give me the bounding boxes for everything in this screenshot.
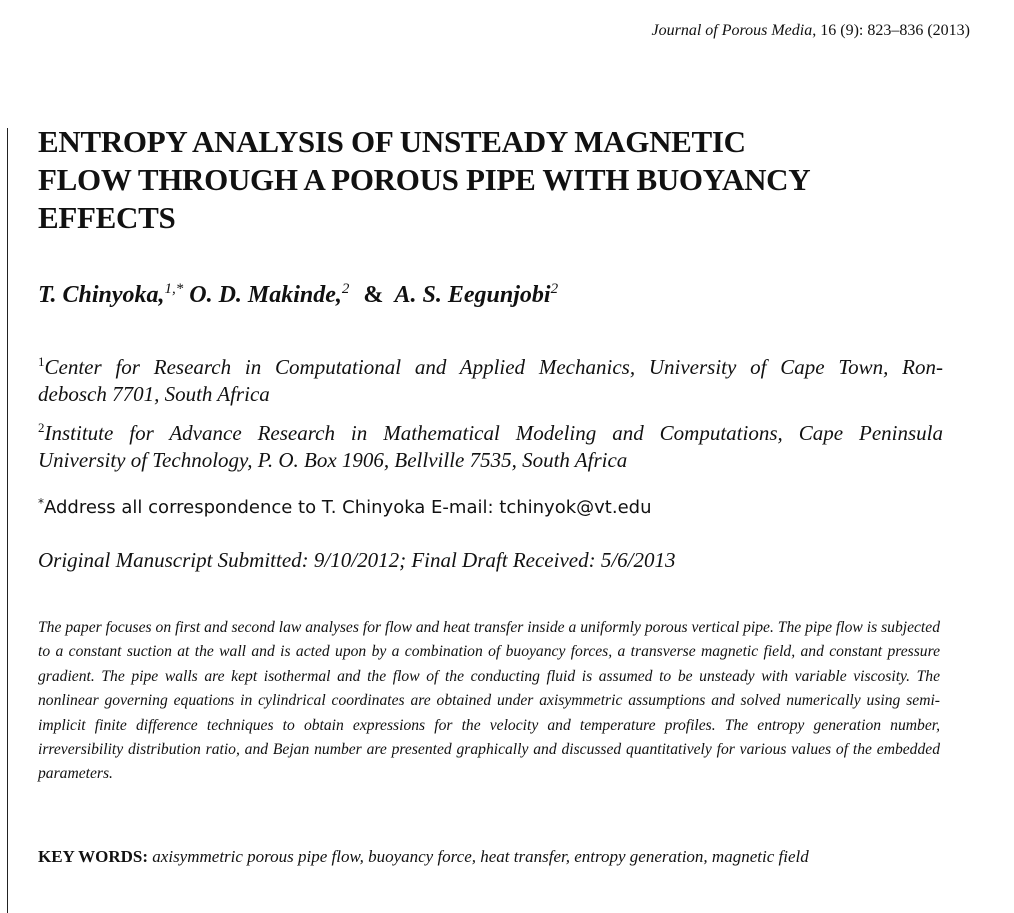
keywords-text: axisymmetric porous pipe flow, buoyancy force, heat transfer, entropy generation, magnetic field <box>152 847 809 866</box>
author-name: O. D. Makinde, <box>189 282 342 308</box>
journal-volume-pages: , 16 (9): 823–836 (2013) <box>812 22 970 39</box>
author-affiliation-marker: 2 <box>550 281 559 297</box>
author-affiliation-marker: 2 <box>341 281 350 297</box>
affiliation-marker: 2 <box>38 420 45 435</box>
journal-name: Journal of Porous Media <box>651 22 813 39</box>
keywords <box>38 845 940 869</box>
author-name: A. S. Eegunjobi <box>394 282 551 308</box>
affiliation-marker: 1 <box>38 354 45 369</box>
author-affiliation-marker: 1,* <box>164 281 184 297</box>
correspondence-marker: * <box>38 496 44 510</box>
affiliation-line: $^2$Institute for Advance Research in Mathematical Modeling and Computations, Cape Peninsula <box>38 420 943 445</box>
manuscript-dates: Original Manuscript Submitted: 9/10/2012; Final Draft Received: 5/6/2013 <box>38 548 676 572</box>
affiliation <box>38 354 943 408</box>
paper-title <box>38 123 978 237</box>
left-margin-rule <box>7 128 8 913</box>
correspondence-note <box>38 497 651 518</box>
correspondence-text: Address all correspondence to T. Chinyoka E-mail: tchinyok@vt.edu <box>44 497 652 518</box>
keywords-label: KEY WORDS: <box>38 847 149 866</box>
affiliation <box>38 420 943 474</box>
title-line: EFFECTS <box>38 200 176 235</box>
author-name: T. Chinyoka, <box>38 282 165 308</box>
author-list <box>38 282 558 309</box>
journal-citation <box>652 22 971 40</box>
affiliation-line: $^1$Center for Research in Computational and Applied Mechanics, University of Cape Town, Ron- <box>38 354 943 379</box>
title-line: FLOW THROUGH A POROUS PIPE WITH BUOYANCY <box>38 162 811 197</box>
affiliation-line: debosch 7701, South Africa <box>38 382 270 406</box>
affiliation-line: University of Technology, P. O. Box 1906, Bellville 7535, South Africa <box>38 448 628 472</box>
abstract-text: The paper focuses on first and second law analyses for flow and heat transfer inside a uniformly porous vertical pipe. The pipe flow is subjected to a constant suction at the wall and is acted upon by a combination of buoyancy forces, a transverse magnetic field, and constant pressure gradient. The pipe walls are kept isothermal and the flow of the conducting fluid is assumed to be unsteady with variable viscosity. The nonlinear governing equations in cylindrical coordinates are obtained under axisymmetric assumptions and solved numerically using semi-implicit finite difference techniques to obtain expressions for the velocity and temperature profiles. The entropy generation number, irreversibility distribution ratio, and Bejan number are presented graphically and discussed quantitatively for various values of the embedded parameters. <box>38 619 940 783</box>
author-ampersand: & <box>363 282 384 308</box>
title-line: ENTROPY ANALYSIS OF UNSTEADY MAGNETIC <box>38 124 746 159</box>
